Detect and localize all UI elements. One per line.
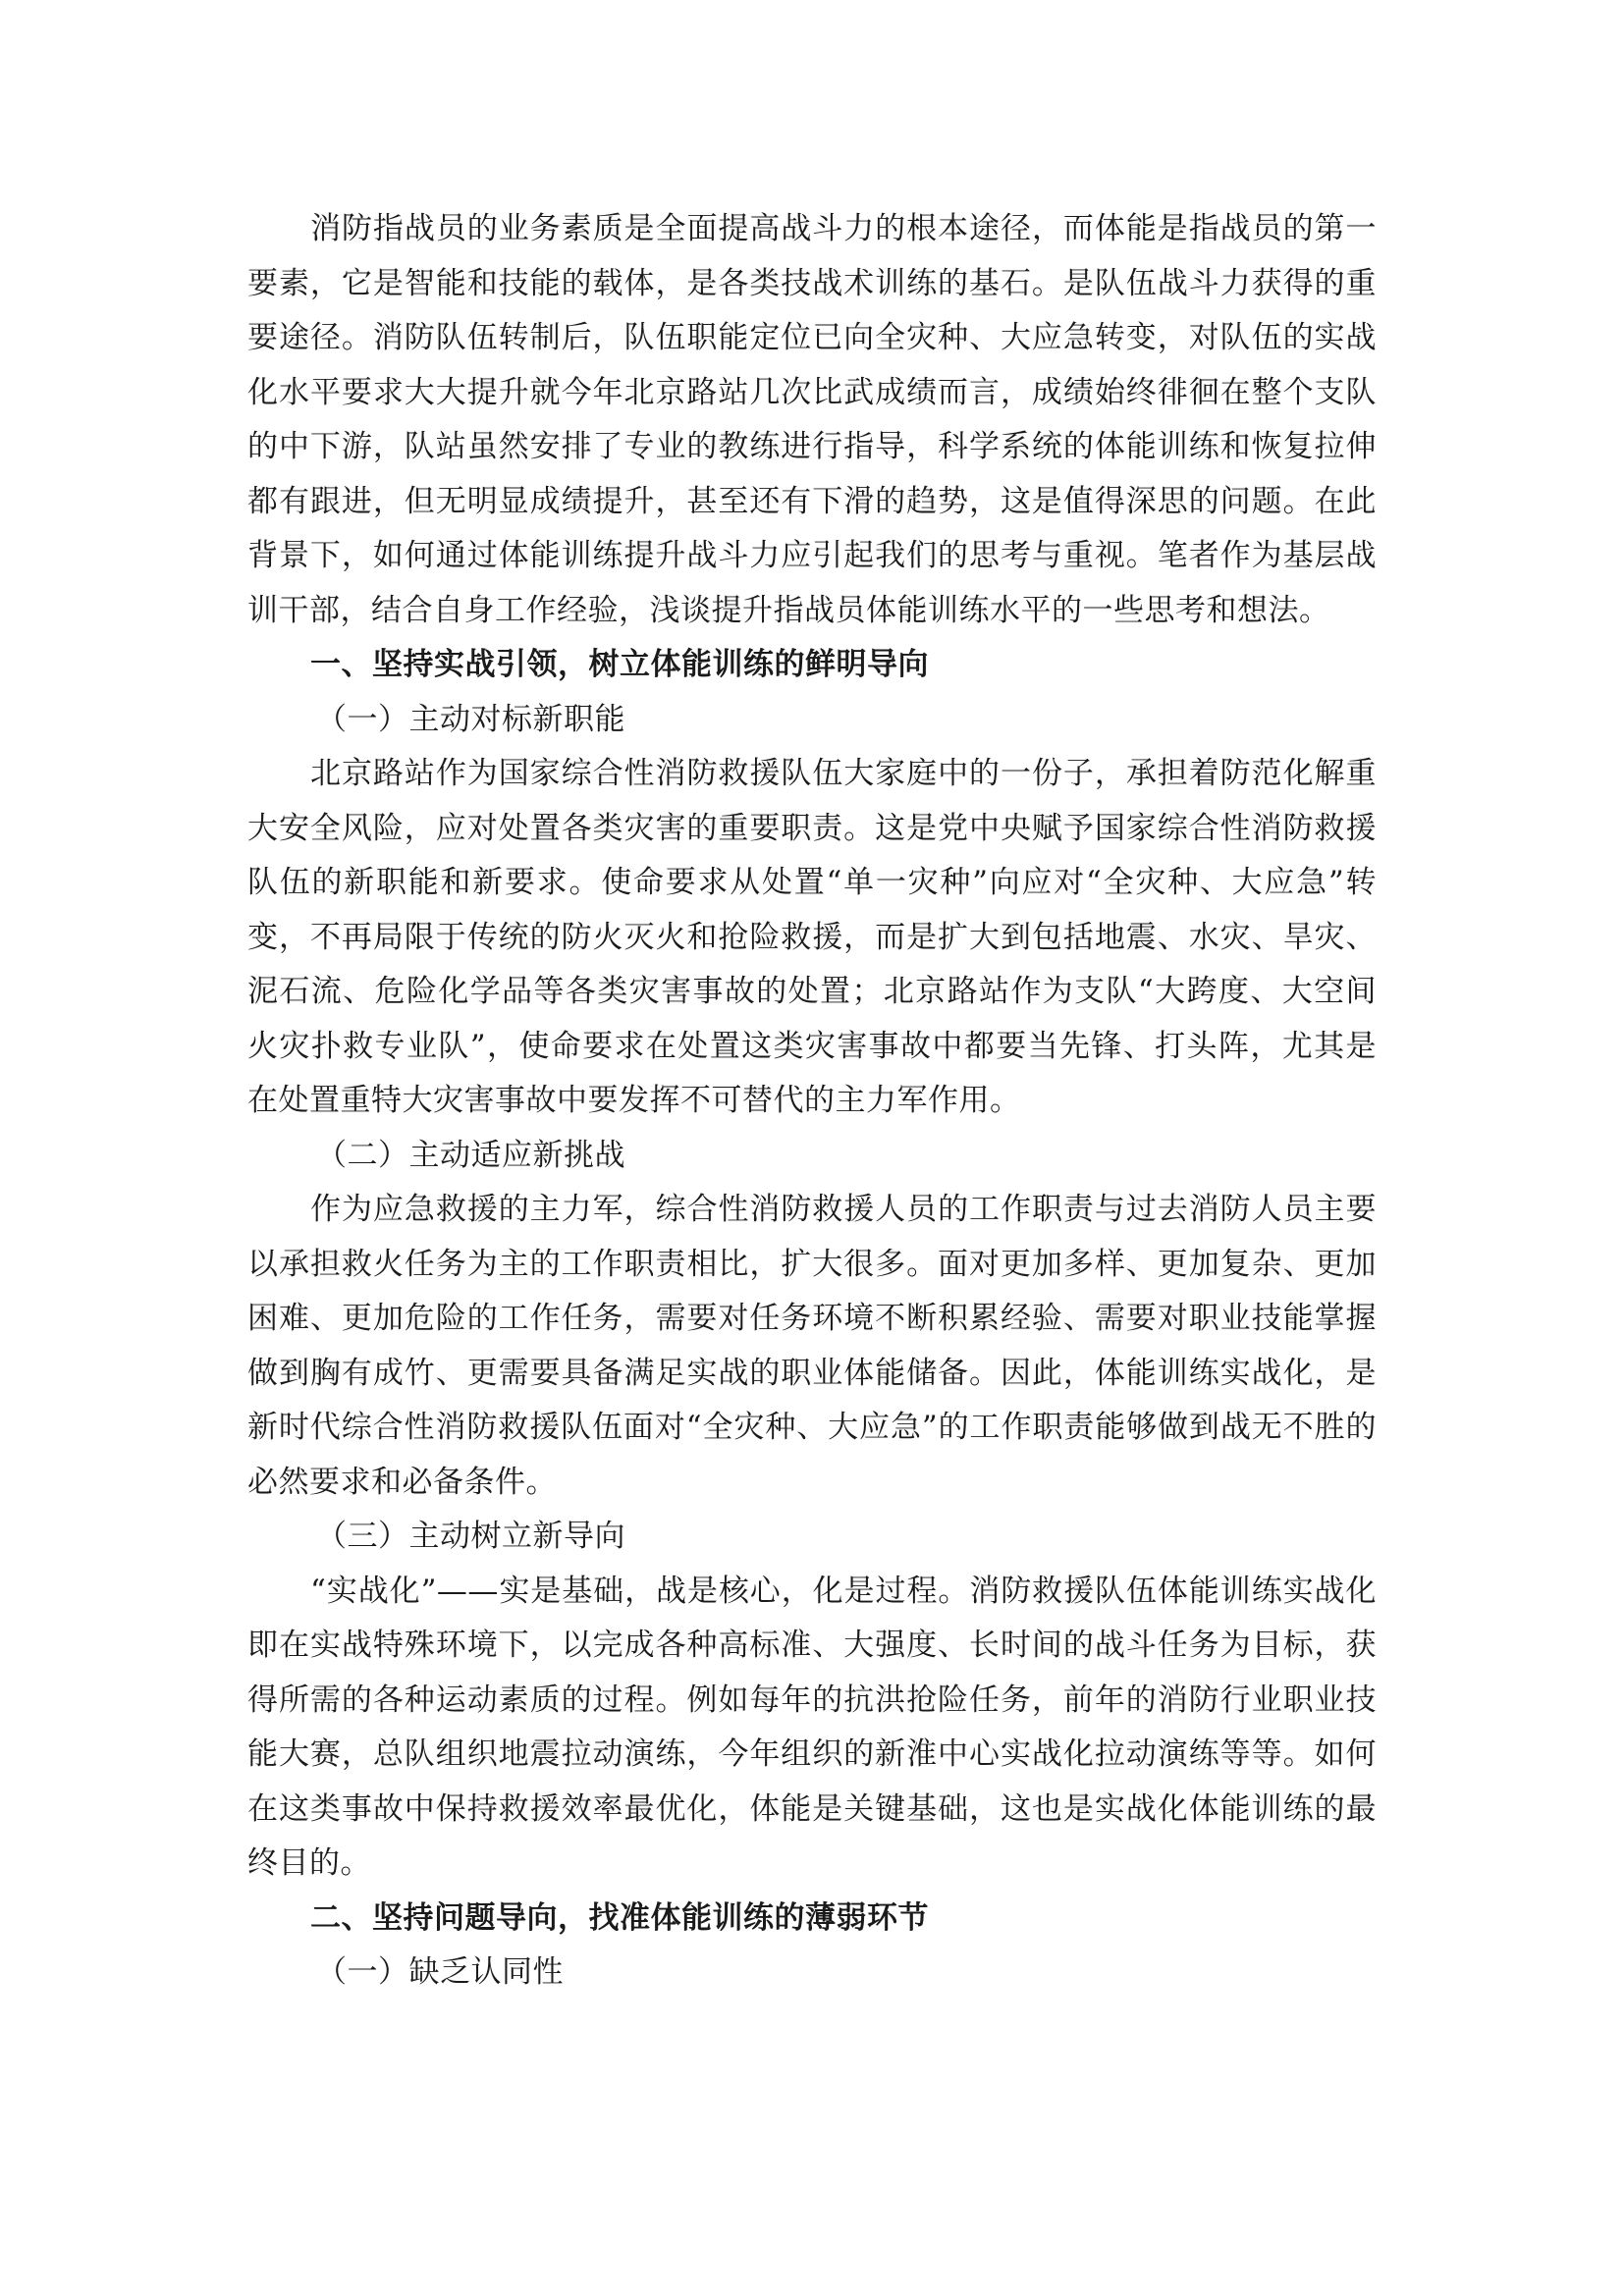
section-1-sub-2-paragraph: 作为应急救援的主力军，综合性消防救援人员的工作职责与过去消防人员主要以承担救火任务为主的工作职责相比，扩大很多。面对更加多样、更加复杂、更加困难、更加危险的工作任务，需要对任务环境不断积累经验、需要对职业技能掌握做到胸有成竹、更需要具备满足实战的职业体能储备。因此，体能训练实战化，是新时代综合性消防救援队伍面对“全灾种、大应急”的工作职责能够做到战无不胜的必然要求和必备条件。 (247, 1192, 1377, 1500)
section-1-sub-3-paragraph: “实战化”——实是基础，战是核心，化是过程。消防救援队伍体能训练实战化即在实战特殊环境下，以完成各种高标准、大强度、长时间的战斗任务为目标，获得所需的各种运动素质的过程。例如每年的抗洪抢险任务，前年的消防行业职业技能大赛，总队组织地震拉动演练，今年组织的新淮中心实战化拉动演练等等。如何在这类事故中保持救援效率最优化，体能是关键基础，这也是实战化体能训练的最终目的。 (247, 1573, 1377, 1881)
section-1-sub-1-heading: （一）主动对标新职能 (316, 701, 625, 737)
intro-paragraph: 消防指战员的业务素质是全面提高战斗力的根本途径，而体能是指战员的第一要素，它是智能和技能的载体，是各类技战术训练的基石。是队伍战斗力获得的重要途径。消防队伍转制后，队伍职能定位已向全灾种、大应急转变，对队伍的实战化水平要求大大提升就今年北京路站几次比武成绩而言，成绩始终徘徊在整个支队的中下游，队站虽然安排了专业的教练进行指导，科学系统的体能训练和恢复拉伸都有跟进，但无明显成绩提升，甚至还有下滑的趋势，这是值得深思的问题。在此背景下，如何通过体能训练提升战斗力应引起我们的思考与重视。笔者作为基层战训干部，结合自身工作经验，浅谈提升指战员体能训练水平的一些思考和想法。 (247, 211, 1377, 628)
section-1-sub-3-heading: （三）主动树立新导向 (316, 1519, 625, 1554)
section-1-heading: 一、坚持实战引领，树立体能训练的鲜明导向 (310, 647, 929, 682)
section-1-sub-1-paragraph: 北京路站作为国家综合性消防救援队伍大家庭中的一份子，承担着防范化解重大安全风险，应对处置各类灾害的重要职责。这是党中央赋予国家综合性消防救援队伍的新职能和新要求。使命要求从处置“单一灾种”向应对“全灾种、大应急”转变，不再局限于传统的防火灭火和抢险救援，而是扩大到包括地震、水灾、旱灾、泥石流、危险化学品等各类灾害事故的处置；北京路站作为支队“大跨度、大空间火灾扑救专业队”，使命要求在处置这类灾害事故中都要当先锋、打头阵，尤其是在处置重特大灾害事故中要发挥不可替代的主力军作用。 (247, 756, 1377, 1118)
section-2-sub-1-heading: （一）缺乏认同性 (316, 1954, 564, 1990)
section-2-heading: 二、坚持问题导向，找准体能训练的薄弱环节 (310, 1899, 929, 1936)
section-1-sub-2-heading: （二）主动适应新挑战 (316, 1137, 625, 1173)
document-page (247, 202, 1377, 2001)
